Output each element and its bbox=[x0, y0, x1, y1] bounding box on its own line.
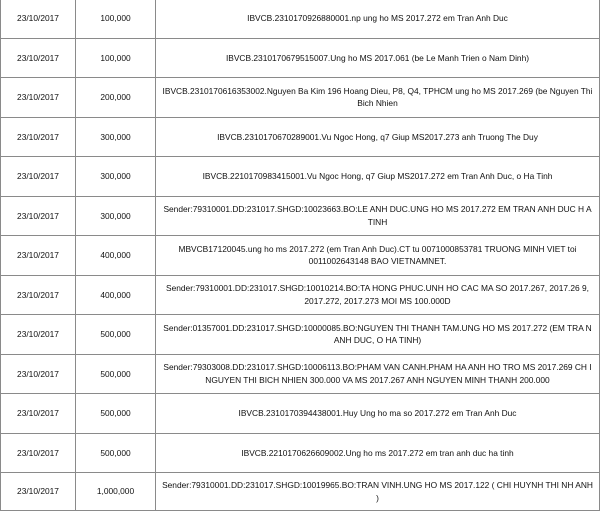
date-cell: 23/10/2017 bbox=[1, 117, 76, 157]
table-row bbox=[1, 433, 600, 473]
amount-cell: 500,000 bbox=[76, 394, 156, 434]
table-row bbox=[1, 473, 600, 511]
date-cell: 23/10/2017 bbox=[1, 157, 76, 197]
amount-cell: 500,000 bbox=[76, 315, 156, 355]
amount-cell: 300,000 bbox=[76, 196, 156, 236]
table-row bbox=[1, 354, 600, 394]
date-cell: 23/10/2017 bbox=[1, 38, 76, 78]
amount-cell: 300,000 bbox=[76, 157, 156, 197]
date-cell: 23/10/2017 bbox=[1, 0, 76, 38]
table-row bbox=[1, 38, 600, 78]
description-cell: Sender:01357001.DD:231017.SHGD:10000085.BO:NGUYEN THI THANH TAM.UNG HO MS 2017.272 (EM TRA N ANH DUC, O HA TINH) bbox=[156, 315, 600, 355]
table-row bbox=[1, 0, 600, 38]
description-cell: Sender:79303008.DD:231017.SHGD:10006113.BO:PHAM VAN CANH.PHAM HA ANH HO TRO MS 2017.269 CH I NGUYEN THI BICH NHIEN 300.000 VA MS 2017.267 ANH NGUYEN MINH THANH 200.000 bbox=[156, 354, 600, 394]
table-row bbox=[1, 394, 600, 434]
table-row bbox=[1, 78, 600, 118]
amount-cell: 100,000 bbox=[76, 0, 156, 38]
description-cell: Sender:79310001.DD:231017.SHGD:10019965.BO:TRAN VINH.UNG HO MS 2017.122 ( CHI HUYNH THI NH ANH ) bbox=[156, 473, 600, 511]
table-row bbox=[1, 315, 600, 355]
description-cell: IBVCB.2310170670289001.Vu Ngoc Hong, q7 Giup MS2017.273 anh Truong The Duy bbox=[156, 117, 600, 157]
amount-cell: 300,000 bbox=[76, 117, 156, 157]
description-cell: IBVCB.2210170626609002.Ung ho ms 2017.272 em tran anh duc ha tinh bbox=[156, 433, 600, 473]
description-cell: Sender:79310001.DD:231017.SHGD:10010214.BO:TA HONG PHUC.UNH HO CAC MA SO 2017.267, 2017.26 9, 2017.272, 2017.273 MOI MS 100.000D bbox=[156, 275, 600, 315]
amount-cell: 100,000 bbox=[76, 38, 156, 78]
date-cell: 23/10/2017 bbox=[1, 236, 76, 276]
description-cell: IBVCB.2310170679515007.Ung ho MS 2017.061 (be Le Manh Trien o Nam Dinh) bbox=[156, 38, 600, 78]
amount-cell: 1,000,000 bbox=[76, 473, 156, 511]
date-cell: 23/10/2017 bbox=[1, 78, 76, 118]
amount-cell: 400,000 bbox=[76, 236, 156, 276]
table-row bbox=[1, 275, 600, 315]
table-row bbox=[1, 117, 600, 157]
date-cell: 23/10/2017 bbox=[1, 473, 76, 511]
amount-cell: 400,000 bbox=[76, 275, 156, 315]
date-cell: 23/10/2017 bbox=[1, 315, 76, 355]
description-cell: IBVCB.2310170394438001.Huy Ung ho ma so 2017.272 em Tran Anh Duc bbox=[156, 394, 600, 434]
table-row bbox=[1, 236, 600, 276]
date-cell: 23/10/2017 bbox=[1, 275, 76, 315]
table-row bbox=[1, 196, 600, 236]
description-cell: MBVCB17120045.ung ho ms 2017.272 (em Tran Anh Duc).CT tu 0071000853781 TRUONG MINH VIET toi 0011002643148 BAO VIETNAMNET. bbox=[156, 236, 600, 276]
amount-cell: 500,000 bbox=[76, 354, 156, 394]
date-cell: 23/10/2017 bbox=[1, 196, 76, 236]
date-cell: 23/10/2017 bbox=[1, 354, 76, 394]
description-cell: IBVCB.2310170926880001.np ung ho MS 2017.272 em Tran Anh Duc bbox=[156, 0, 600, 38]
date-cell: 23/10/2017 bbox=[1, 433, 76, 473]
amount-cell: 200,000 bbox=[76, 78, 156, 118]
description-cell: IBVCB.2310170616353002.Nguyen Ba Kim 196 Hoang Dieu, P8, Q4, TPHCM ung ho MS 2017.269 (be Nguyen Thi Bich Nhien bbox=[156, 78, 600, 118]
description-cell: IBVCB.2210170983415001.Vu Ngoc Hong, q7 Giup MS2017.272 em Tran Anh Duc, o Ha Tinh bbox=[156, 157, 600, 197]
description-cell: Sender:79310001.DD:231017.SHGD:10023663.BO:LE ANH DUC.UNG HO MS 2017.272 EM TRAN ANH DUC H A TINH bbox=[156, 196, 600, 236]
date-cell: 23/10/2017 bbox=[1, 394, 76, 434]
table-row bbox=[1, 157, 600, 197]
amount-cell: 500,000 bbox=[76, 433, 156, 473]
